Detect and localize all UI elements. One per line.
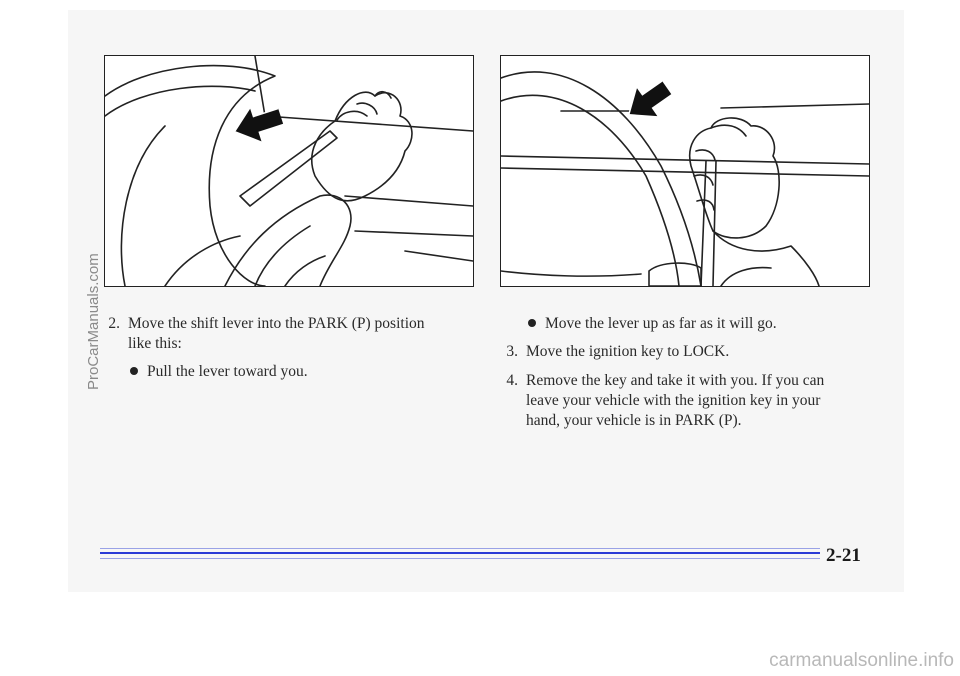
bullet-icon xyxy=(130,367,138,375)
step-text-line: leave your vehicle with the ignition key in your xyxy=(526,392,821,409)
bullet-item xyxy=(100,362,460,382)
bottom-watermark: carmanualsonline.info xyxy=(769,650,954,671)
bullet-item xyxy=(498,314,858,334)
step-number: 4. xyxy=(506,372,518,389)
footer-rule xyxy=(100,552,820,554)
step-text-line: Move the shift lever into the PARK (P) position xyxy=(128,315,425,332)
bullet-icon xyxy=(528,319,536,327)
illustration-pull-lever xyxy=(104,55,474,287)
bullet-text: Pull the lever toward you. xyxy=(147,363,308,380)
shift-lever-drawing-right xyxy=(501,56,869,286)
bullet-text: Move the lever up as far as it will go. xyxy=(545,315,777,332)
step-text-line: Move the ignition key to LOCK. xyxy=(526,343,730,360)
step-2 xyxy=(100,314,460,354)
side-watermark: ProCarManuals.com xyxy=(85,253,102,390)
step-number: 2. xyxy=(108,315,120,332)
page-number: 2-21 xyxy=(826,545,861,566)
shift-lever-drawing-left xyxy=(105,56,473,286)
right-instructions xyxy=(498,314,858,431)
left-instructions xyxy=(100,314,460,382)
step-text-line: like this: xyxy=(128,335,182,352)
step-3 xyxy=(498,342,858,362)
step-number: 3. xyxy=(506,343,518,360)
step-4 xyxy=(498,371,858,431)
footer-rule-thin xyxy=(100,548,820,549)
step-text-line: Remove the key and take it with you. If you can xyxy=(526,372,825,389)
illustration-move-lever-up xyxy=(500,55,870,287)
step-text-line: hand, your vehicle is in PARK (P). xyxy=(526,412,742,429)
footer-rule-thin xyxy=(100,558,820,559)
